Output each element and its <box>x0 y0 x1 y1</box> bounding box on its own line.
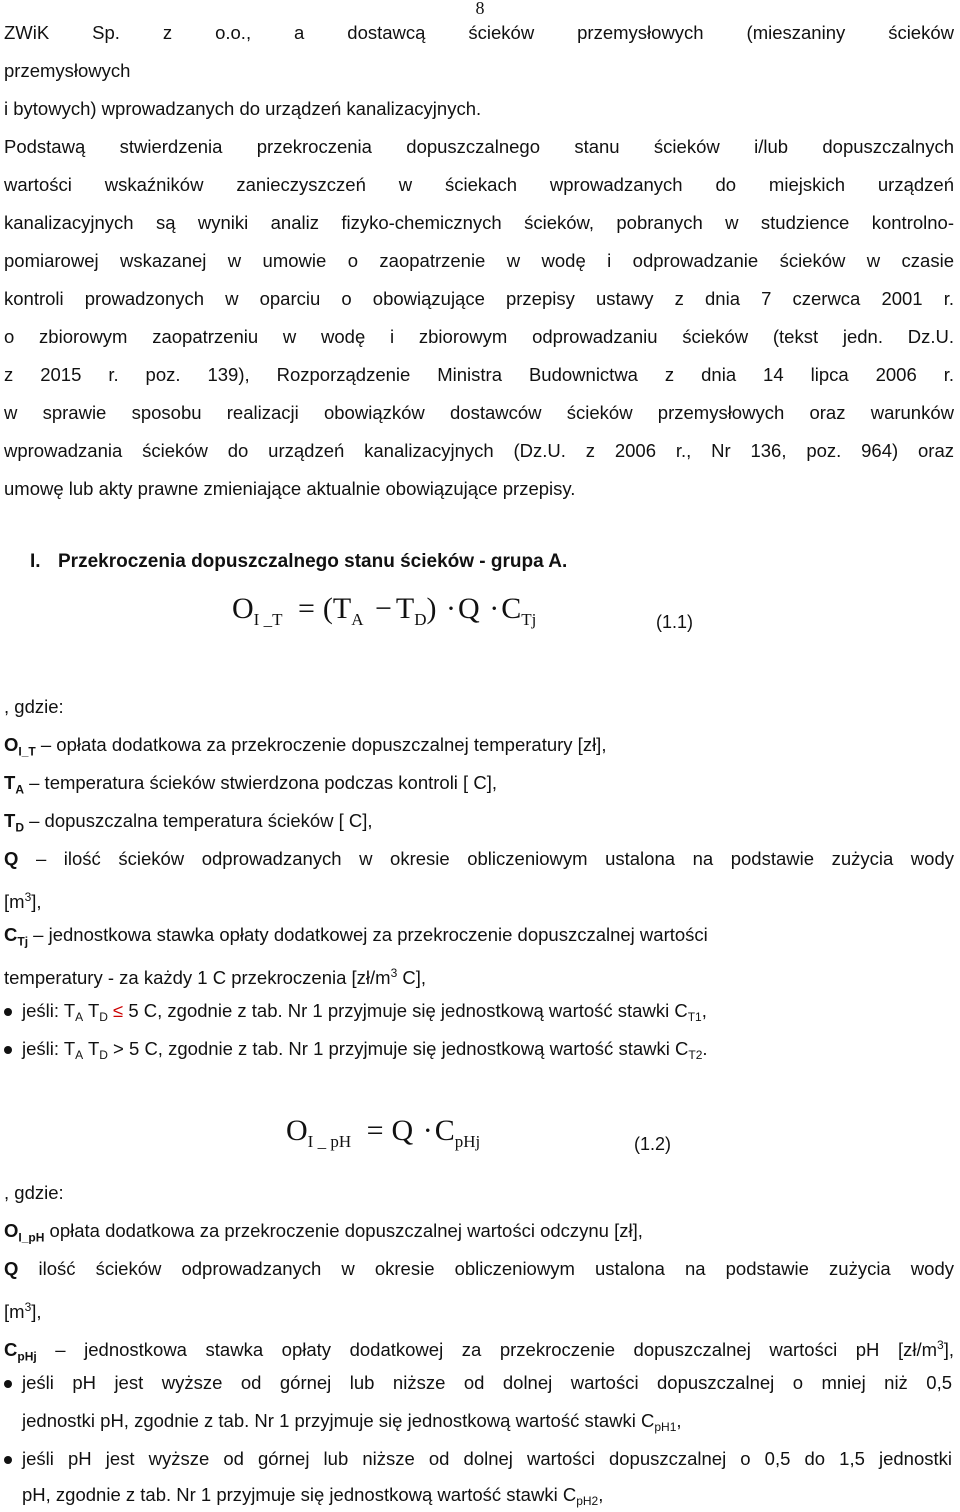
paragraph-line: w sprawie sposobu realizacji obowiązków dostawców ścieków przemysłowych oraz warunków <box>4 402 954 423</box>
formula-symbol: T <box>395 592 415 625</box>
definition-text: – jednostkowa stawka opłaty dodatkowej za przekroczenie dopuszczalnej wartości pH [zł/m <box>36 1339 938 1360</box>
formula-subscript: A <box>351 610 364 629</box>
superscript: 3 <box>937 1338 944 1352</box>
subscript: A <box>75 1048 84 1062</box>
formula-symbol: T <box>332 592 352 625</box>
formula-operator: = <box>366 1114 384 1147</box>
superscript: 3 <box>24 1300 32 1314</box>
subscript: D <box>99 1048 108 1062</box>
formula-symbol: O <box>232 592 254 625</box>
formula-subscript: I _ pH <box>307 1132 352 1151</box>
subscript: pH2 <box>576 1494 599 1508</box>
definition-text: ], <box>31 1301 42 1322</box>
definition-text: temperatury - za każdy 1 C przekroczenia [zł/m <box>4 967 391 988</box>
bullet-text: 5 C, zgodnie z tab. Nr 1 przyjmuje się jednostkową wartość stawki C <box>123 1000 688 1021</box>
definition-cphj <box>4 1334 954 1368</box>
definition-td <box>4 810 373 839</box>
section-title: Przekroczenia dopuszczalnego stanu ścieków - grupa A. <box>58 551 568 572</box>
symbol: O <box>4 734 19 755</box>
symbol: T <box>4 810 16 831</box>
bullet-text: , <box>676 1410 682 1431</box>
symbol: C <box>4 1339 18 1360</box>
definition-text: ilość ścieków odprowadzanych w okresie obliczeniowym ustalona na podstawie zużycia wody <box>18 1258 954 1279</box>
paragraph-line: o zbiorowym zaopatrzeniu w wodę i zbiorowym odprowadzaniu ścieków (tekst jedn. Dz.U. <box>4 326 954 347</box>
paragraph-line: wartości wskaźników zanieczyszczeń w ściekach wprowadzanych do miejskich urządzeń <box>4 174 954 195</box>
bullet-item <box>22 1000 707 1028</box>
formula-paren: ( <box>322 592 333 625</box>
gdzie-label: , gdzie: <box>4 1182 64 1203</box>
symbol: Q <box>4 848 19 869</box>
formula-symbol: Q <box>391 1114 414 1147</box>
formula-operator: = <box>297 592 315 625</box>
subscript: pH1 <box>654 1420 677 1434</box>
bullet-icon <box>4 1456 12 1464</box>
bullet-text: . <box>702 1038 708 1059</box>
formula-symbol: C <box>501 592 522 625</box>
definition-q-cont <box>4 1296 42 1323</box>
gdzie-label: , gdzie: <box>4 696 64 717</box>
symbol-subscript: I_pH <box>18 1230 45 1245</box>
bullet-text: T <box>83 1038 100 1059</box>
formula-1-1 <box>232 592 536 630</box>
definition-text: – dopuszczalna temperatura ścieków [ C], <box>23 810 373 831</box>
intro-line: ZWiK Sp. z o.o., a dostawcą ścieków przemysłowych (mieszaniny ścieków <box>4 22 954 43</box>
paragraph-line: wprowadzania ścieków do urządzeń kanalizacyjnych (Dz.U. z 2006 r., Nr 136, poz. 964) oraz <box>4 440 954 461</box>
subscript: T1 <box>687 1010 702 1024</box>
bullet-text: pH, zgodnie z tab. Nr 1 przyjmuje się jednostkową wartość stawki C <box>22 1484 577 1505</box>
symbol-subscript: D <box>15 820 24 835</box>
definition-text: – temperatura ścieków stwierdzona podczas kontroli [ C], <box>23 772 497 793</box>
bullet-icon <box>4 1046 12 1054</box>
paragraph-line: kanalizacyjnych są wyniki analiz fizyko-chemicznych ścieków, pobranych w studzience kontrolno- <box>4 212 954 233</box>
paragraph-line: Podstawą stwierdzenia przekroczenia dopuszczalnego stanu ścieków i/lub dopuszczalnych <box>4 136 954 157</box>
formula-symbol: Q <box>458 592 480 625</box>
formula-subscript: pHj <box>454 1132 481 1151</box>
definition-ta <box>4 772 497 801</box>
definition-text: – opłata dodatkowa za przekroczenie dopuszczalnej temperatury [zł], <box>35 734 607 755</box>
symbol-subscript: I_T <box>18 744 36 759</box>
symbol: C <box>4 924 18 945</box>
intro-line: i bytowych) wprowadzanych do urządzeń kanalizacyjnych. <box>4 98 482 119</box>
comparison-operator: ≤ <box>107 1000 124 1021</box>
formula-number: (1.2) <box>634 1134 672 1154</box>
formula-subscript: D <box>414 610 427 629</box>
definition-q <box>4 1258 954 1280</box>
formula-operator: · <box>446 592 457 625</box>
definition-q <box>4 848 954 870</box>
bullet-item-line <box>22 1410 682 1438</box>
formula-subscript: I _T <box>253 610 283 629</box>
bullet-text: jednostki pH, zgodnie z tab. Nr 1 przyjmuje się jednostkową wartość stawki C <box>22 1410 655 1431</box>
symbol-subscript: Tj <box>17 934 29 949</box>
formula-subscript: Tj <box>521 610 537 629</box>
definition-q-cont <box>4 886 42 913</box>
paragraph-line: umowę lub akty prawne zmieniające aktualnie obowiązujące przepisy. <box>4 478 576 499</box>
definition-ctj-cont <box>4 962 426 989</box>
definition-text: C], <box>397 967 427 988</box>
bullet-text: , <box>701 1000 707 1021</box>
bullet-text: jeśli: T <box>22 1000 76 1021</box>
subscript: A <box>75 1010 84 1024</box>
formula-symbol: O <box>286 1114 308 1147</box>
bullet-item-line <box>22 1484 603 1512</box>
subscript: T2 <box>688 1048 703 1062</box>
definition-text: – ilość ścieków odprowadzanych w okresie obliczeniowym ustalona na podstawie zużycia wody <box>18 848 954 869</box>
bullet-text: T <box>83 1000 100 1021</box>
definition-text: [m <box>4 891 25 912</box>
bullet-item-line: jeśli pH jest wyższe od górnej lub niższe od dolnej wartości dopuszczalnej o mniej niż 0,5 <box>22 1372 952 1393</box>
definition-text: ], <box>943 1339 954 1360</box>
formula-operator: · <box>422 1114 433 1147</box>
symbol-subscript: pHj <box>17 1349 37 1364</box>
formula-number: (1.1) <box>656 612 694 632</box>
definition-text: [m <box>4 1301 25 1322</box>
formula-operator: · <box>489 592 500 625</box>
intro-line: przemysłowych <box>4 60 131 81</box>
bullet-item-line: jeśli pH jest wyższe od górnej lub niższe od dolnej wartości dopuszczalnej o 0,5 do 1,5 jednostki <box>22 1448 952 1469</box>
symbol: O <box>4 1220 19 1241</box>
subscript: D <box>99 1010 108 1024</box>
paragraph-line: pomiarowej wskazanej w umowie o zaopatrzenie w wodę i odprowadzanie ścieków w czasie <box>4 250 954 271</box>
section-heading <box>30 551 567 573</box>
page-number: 8 <box>475 0 485 18</box>
section-number: I. <box>30 551 41 572</box>
superscript: 3 <box>390 966 398 980</box>
comparison-operator: > <box>107 1038 124 1059</box>
definition-oit <box>4 734 606 763</box>
formula-1-2 <box>286 1114 480 1152</box>
definition-text: opłata dodatkowa za przekroczenie dopuszczalnej wartości odczynu [zł], <box>44 1220 643 1241</box>
formula-operator: − <box>375 592 392 625</box>
bullet-icon <box>4 1380 12 1388</box>
symbol: Q <box>4 1258 19 1279</box>
definition-oiph <box>4 1220 643 1249</box>
bullet-text: , <box>598 1484 604 1505</box>
superscript: 3 <box>24 890 32 904</box>
definition-text: – jednostkowa stawka opłaty dodatkowej za przekroczenie dopuszczalnej wartości <box>28 924 708 945</box>
paragraph-line: kontroli prowadzonych w oparciu o obowiązujące przepisy ustawy z dnia 7 czerwca 2001 r. <box>4 288 954 309</box>
definition-ctj <box>4 924 708 953</box>
symbol: T <box>4 772 16 793</box>
paragraph-line: z 2015 r. poz. 139), Rozporządzenie Ministra Budownictwa z dnia 14 lipca 2006 r. <box>4 364 954 385</box>
definition-text: ], <box>31 891 42 912</box>
bullet-item <box>22 1038 708 1066</box>
bullet-text: jeśli: T <box>22 1038 76 1059</box>
bullet-text: 5 C, zgodnie z tab. Nr 1 przyjmuje się jednostkową wartość stawki C <box>123 1038 689 1059</box>
bullet-icon <box>4 1008 12 1016</box>
formula-paren: ) <box>426 592 437 625</box>
formula-symbol: C <box>434 1114 455 1147</box>
symbol-subscript: A <box>15 782 24 797</box>
